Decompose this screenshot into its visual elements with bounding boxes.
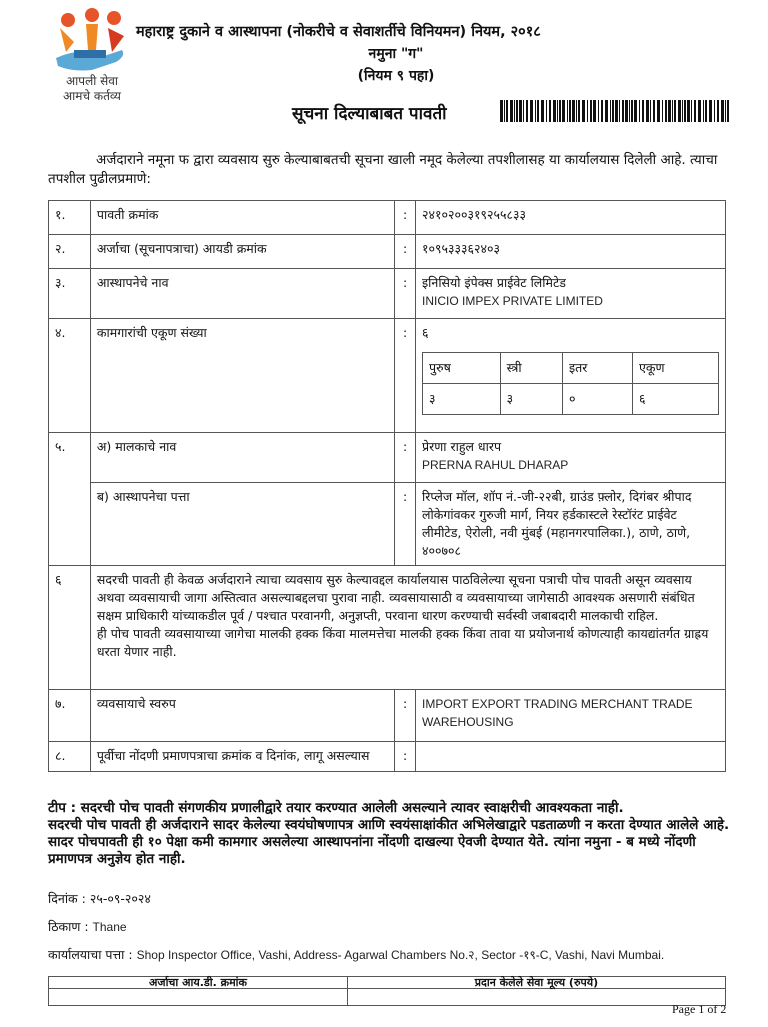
row-label: आस्थापनेचे नाव bbox=[90, 269, 394, 319]
place-value: Thane bbox=[92, 920, 127, 934]
workers-other-count: ० bbox=[563, 384, 633, 415]
place-line bbox=[48, 919, 127, 935]
establishment-name-en: INICIO IMPEX PRIVATE LIMITED bbox=[422, 294, 603, 308]
receipt-number-value: २४१०२००३१९२५५८३३ bbox=[416, 201, 726, 235]
row-number: २. bbox=[49, 235, 91, 269]
workers-total-count: ६ bbox=[633, 384, 719, 415]
workers-breakdown-table bbox=[422, 352, 719, 415]
workers-header-male: पुरुष bbox=[423, 353, 501, 384]
office-address-line bbox=[48, 947, 664, 963]
row-label: कामगारांची एकूण संख्या bbox=[90, 319, 394, 433]
intro-paragraph: अर्जदाराने नमूना फ द्वारा व्यवसाय सुरु केल्याबाबतची सूचना खाली नमूद केलेल्या तपशीलासह या कार्यालयास दिलेली आहे. त्याचा तपशील पुढीलप्रमाणे: bbox=[48, 152, 718, 187]
logo-caption-line2: आमचे कर्तव्य bbox=[63, 89, 121, 103]
row-colon: : bbox=[395, 319, 416, 433]
workers-header-female: स्त्री bbox=[500, 353, 562, 384]
workers-header-total: एकूण bbox=[633, 353, 719, 384]
business-nature-value: IMPORT EXPORT TRADING MERCHANT TRADE WAREHOUSING bbox=[416, 690, 726, 742]
date-line bbox=[48, 891, 151, 907]
workers-value-row bbox=[423, 384, 719, 415]
row-colon: : bbox=[395, 483, 416, 566]
total-workers-value bbox=[416, 319, 726, 433]
logo-caption-line1: आपली सेवा bbox=[65, 74, 119, 88]
page-number: Page 1 of 2 bbox=[672, 1002, 727, 1016]
row-number: ५. bbox=[49, 433, 91, 566]
place-label: ठिकाण : bbox=[48, 919, 89, 934]
note-line-3: सादर पोचपावती ही १० पेक्षा कमी कामगार असलेल्या आस्थापनांना नोंदणी दाखल्या ऐवजी देण्यात येते. त्यांना नमुना - ब मध्ये नोंदणी प्रमाणपत्र अनुज्ञेय होत नाही. bbox=[48, 834, 696, 867]
table-row bbox=[49, 690, 726, 742]
row-label: पूर्वीचा नोंदणी प्रमाणपत्राचा क्रमांक व दिनांक, लागू असल्यास bbox=[90, 742, 394, 772]
row-number: ७. bbox=[49, 690, 91, 742]
row-label: अर्जाचा (सूचनापत्राचा) आयडी क्रमांक bbox=[90, 235, 394, 269]
form-name: नमुना "ग" bbox=[368, 46, 424, 62]
office-value: Shop Inspector Office, Vashi, Address- Agarwal Chambers No.२, Sector -१९-C, Vashi, Navi Mumbai. bbox=[136, 948, 665, 962]
fee-table-empty-row bbox=[49, 989, 726, 1006]
row-colon: : bbox=[395, 269, 416, 319]
rule-reference: (नियम ९ पहा) bbox=[357, 68, 435, 84]
total-workers: ६ bbox=[422, 325, 429, 340]
fee-header-application-id: अर्जाचा आय.डी. क्रमांक bbox=[49, 977, 348, 989]
workers-header-row bbox=[423, 353, 719, 384]
row-colon: : bbox=[395, 433, 416, 483]
document-title: महाराष्ट्र दुकाने व आस्थापना (नोकरीचे व सेवाशर्तीचे विनियमन) नियम, २०१८ bbox=[136, 24, 541, 40]
table-row bbox=[49, 201, 726, 235]
row-number: ३. bbox=[49, 269, 91, 319]
application-id-value: १०९५३३३६२४०३ bbox=[416, 235, 726, 269]
row-label: पावती क्रमांक bbox=[90, 201, 394, 235]
fee-cell bbox=[49, 989, 348, 1006]
table-row bbox=[49, 483, 726, 566]
date-label: दिनांक : bbox=[48, 891, 86, 906]
table-row bbox=[49, 235, 726, 269]
barcode-image bbox=[500, 100, 730, 122]
establishment-address-value: रिप्लेज मॉल, शॉप नं.-जी-२२बी, ग्राउंड फ़्लोर, दिगंबर श्रीपाद लोकेगांवकर गुरुजी मार्ग, नियर हर्डकास्टले रेस्टॉरंट प्राईवेट लीमीटेड, ऐरोली, नवी मुंबई (महानगरपालिका.), ठाणे, ठाणे, ४००७०८ bbox=[416, 483, 726, 566]
workers-header-other: इतर bbox=[563, 353, 633, 384]
row-number: ८. bbox=[49, 742, 91, 772]
row-label: ब) आस्थापनेचा पत्ता bbox=[90, 483, 394, 566]
row-colon: : bbox=[395, 742, 416, 772]
disclaimer-text-1: सदरची पावती ही केवळ अर्जदाराने त्याचा व्यवसाय सुरु केल्यावद्दल कार्यालयास पाठविलेल्या सूचना पत्राची पोच पावती असून व्यवसाय अथवा व्यवसायाची जागा अस्तित्वात असल्याबद्दलचा पुरावा नाही. व्यवसायासाठी व व्यवसायाच्या जागेसाठी आवश्यक असणारी संबंधित सक्षम प्राधिकारी यांच्याकडील पूर्व / पश्चात परवानगी, अनुज्ञप्ती, परवाना धारण करण्याची सर्वस्वी जबाबदारी मालकाची राहिल. bbox=[96, 572, 695, 623]
logo-caption bbox=[52, 74, 132, 104]
date-value: २५-०९-२०२४ bbox=[89, 891, 151, 906]
fee-table bbox=[48, 976, 726, 1006]
office-label: कार्यालयाचा पत्ता : bbox=[48, 947, 133, 962]
row-colon: : bbox=[395, 201, 416, 235]
note-line-2: सदरची पोच पावती ही अर्जदाराने सादर केलेल्या स्वयंघोषणापत्र आणि स्वयंसाक्षांकीत अभिलेखाद्वारे पडताळणी न करता देण्यात आलेले आहे. bbox=[48, 817, 730, 833]
fee-header-service-fee: प्रदान केलेले सेवा मूल्य (रुपये) bbox=[348, 977, 726, 989]
table-row bbox=[49, 269, 726, 319]
establishment-name-mr: इनिसियो इंपेक्स प्राईवेट लिमिटेड bbox=[422, 275, 566, 290]
row-colon: : bbox=[395, 690, 416, 742]
owner-name-mr: प्रेरणा राहुल धारप bbox=[422, 439, 502, 454]
workers-male-count: ३ bbox=[423, 384, 501, 415]
row-label: व्यवसायाचे स्वरुप bbox=[90, 690, 394, 742]
row-number: १. bbox=[49, 201, 91, 235]
table-row bbox=[49, 566, 726, 690]
fee-table-header bbox=[49, 977, 726, 989]
table-row bbox=[49, 742, 726, 772]
establishment-name-value bbox=[416, 269, 726, 319]
table-row bbox=[49, 319, 726, 433]
row-colon: : bbox=[395, 235, 416, 269]
row-number: ४. bbox=[49, 319, 91, 433]
row-label: अ) मालकाचे नाव bbox=[90, 433, 394, 483]
owner-name-en: PRERNA RAHUL DHARAP bbox=[422, 458, 569, 472]
workers-female-count: ३ bbox=[500, 384, 562, 415]
receipt-heading: सूचना दिल्याबाबत पावती bbox=[292, 104, 447, 124]
notes-block bbox=[48, 800, 738, 868]
note-line-1: टीप : सदरची पोच पावती संगणकीय प्रणालीद्वारे तयार करण्यात आलेली असल्याने त्यावर स्वाक्षरीची आवश्यकता नाही. bbox=[48, 800, 624, 816]
disclaimer-text-2: ही पोच पावती व्यवसायाच्या जागेचा मालकी हक्क किंवा मालमत्तेचा मालकी हक्क किंवा तावा या प्रयोजनार्थ कोणत्याही कायद्यांतर्गत ग्राह्रय धरता येणार नाही. bbox=[96, 626, 709, 659]
table-row bbox=[49, 433, 726, 483]
previous-registration-value bbox=[416, 742, 726, 772]
owner-name-value bbox=[416, 433, 726, 483]
row-number: ६ bbox=[49, 566, 91, 690]
disclaimer-cell bbox=[90, 566, 725, 690]
details-table bbox=[48, 200, 726, 772]
fee-cell bbox=[348, 989, 726, 1006]
